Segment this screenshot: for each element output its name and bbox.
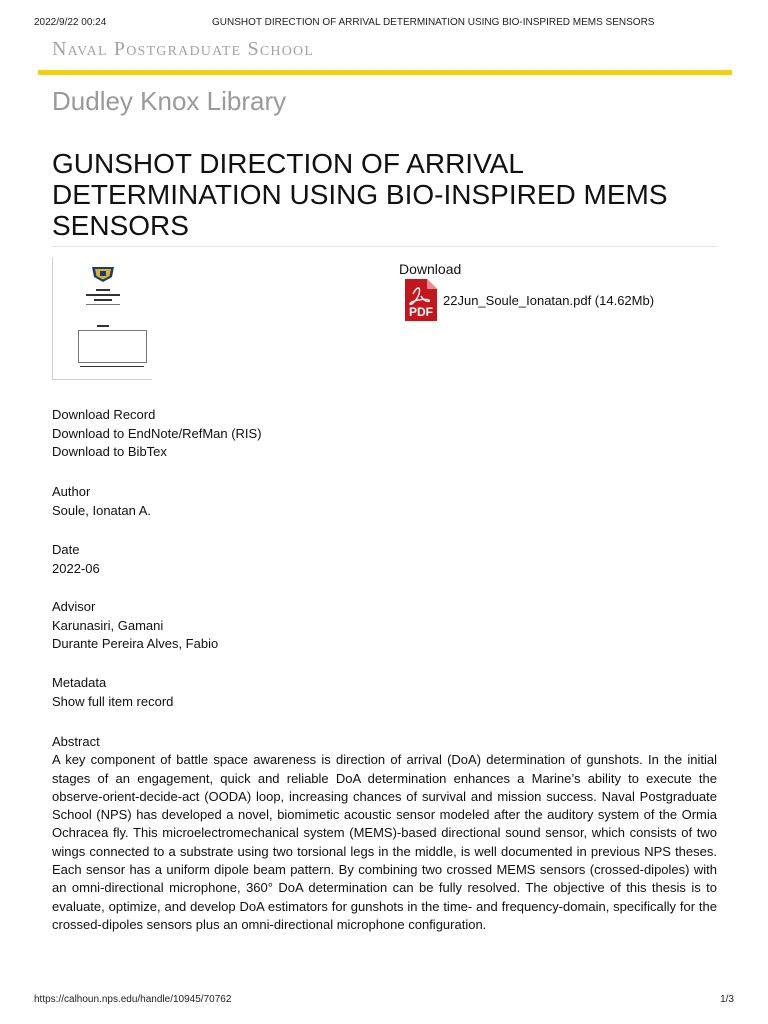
pdf-icon bbox=[403, 278, 439, 322]
nps-crest-icon bbox=[90, 265, 116, 283]
metadata-section bbox=[52, 674, 173, 711]
export-section bbox=[52, 406, 262, 462]
date-label: Date bbox=[52, 542, 80, 557]
download-heading: Download bbox=[399, 261, 462, 277]
header-accent-bar bbox=[38, 70, 732, 75]
pdf-download-link[interactable] bbox=[403, 278, 654, 322]
page-title: GUNSHOT DIRECTION OF ARRIVAL DETERMINATION USING BIO-INSPIRED MEMS SENSORS bbox=[52, 148, 668, 241]
date-value: 2022-06 bbox=[52, 560, 100, 576]
pdf-file-name: 22Jun_Soule_Ionatan.pdf (14.62Mb) bbox=[443, 293, 655, 308]
advisor-link[interactable]: Karunasiri, Gamani bbox=[52, 617, 164, 633]
nps-logo[interactable] bbox=[52, 38, 314, 61]
date-section bbox=[52, 541, 100, 578]
school-name: Naval Postgraduate School bbox=[52, 38, 315, 60]
svg-text:PDF: PDF bbox=[409, 305, 433, 319]
print-header bbox=[34, 17, 734, 31]
print-title: GUNSHOT DIRECTION OF ARRIVAL DETERMINATION USING BIO-INSPIRED MEMS SENSORS bbox=[212, 17, 655, 28]
advisor-label: Advisor bbox=[52, 599, 96, 614]
metadata-label: Metadata bbox=[52, 675, 107, 690]
export-bibtex-link[interactable]: Download to BibTex bbox=[52, 444, 167, 459]
page-url: https://calhoun.nps.edu/handle/10945/70762 bbox=[34, 994, 232, 1005]
page-number: 1/3 bbox=[720, 994, 734, 1005]
advisor-section bbox=[52, 598, 218, 654]
abstract-text: A key component of battle space awareness is direction of arrival (DoA) determination of gunshots. In the initial stages of an engagement, quick and reliable DoA determination enhances a Marine’s ability to execute the observe-orient-decide-act (OODA) loop, increasing chances of survival and mission success. Naval Postgraduate School (NPS) has developed a novel, biomimetic acoustic sensor modeled after the auditory system of the Ormia Ochracea fly. This microelectromechanical system (MEMS)-based directional sound sensor, which consists of two wings connected to a substrate using two torsional legs in the middle, is well documented in previous NPS theses. Each sensor has a uniform dipole beam pattern. By combining two crossed MEMS sensors (crossed-dipoles) with an omni-directional microphone, 360° DoA determination can be fully resolved. The objective of this thesis is to evaluate, optimize, and develop DoA estimators for gunshots in the time- and frequency-domain, specifically for the crossed-dipoles sensors plus an omni-directional microphone configuration. bbox=[52, 752, 717, 932]
title-divider bbox=[52, 246, 718, 247]
author-label: Author bbox=[52, 484, 91, 499]
author-section bbox=[52, 483, 151, 520]
export-ris-link[interactable]: Download to EndNote/RefMan (RIS) bbox=[52, 425, 262, 441]
thesis-thumbnail[interactable] bbox=[52, 257, 152, 380]
abstract-label: Abstract bbox=[52, 734, 100, 749]
abstract-section bbox=[52, 733, 717, 934]
author-link[interactable]: Soule, Ionatan A. bbox=[52, 502, 152, 518]
print-date: 2022/9/22 00:24 bbox=[34, 17, 107, 28]
advisor-link[interactable]: Durante Pereira Alves, Fabio bbox=[52, 636, 219, 651]
library-name-link[interactable]: Dudley Knox Library bbox=[52, 86, 287, 116]
full-record-link[interactable]: Show full item record bbox=[52, 693, 174, 709]
export-heading: Download Record bbox=[52, 407, 156, 422]
